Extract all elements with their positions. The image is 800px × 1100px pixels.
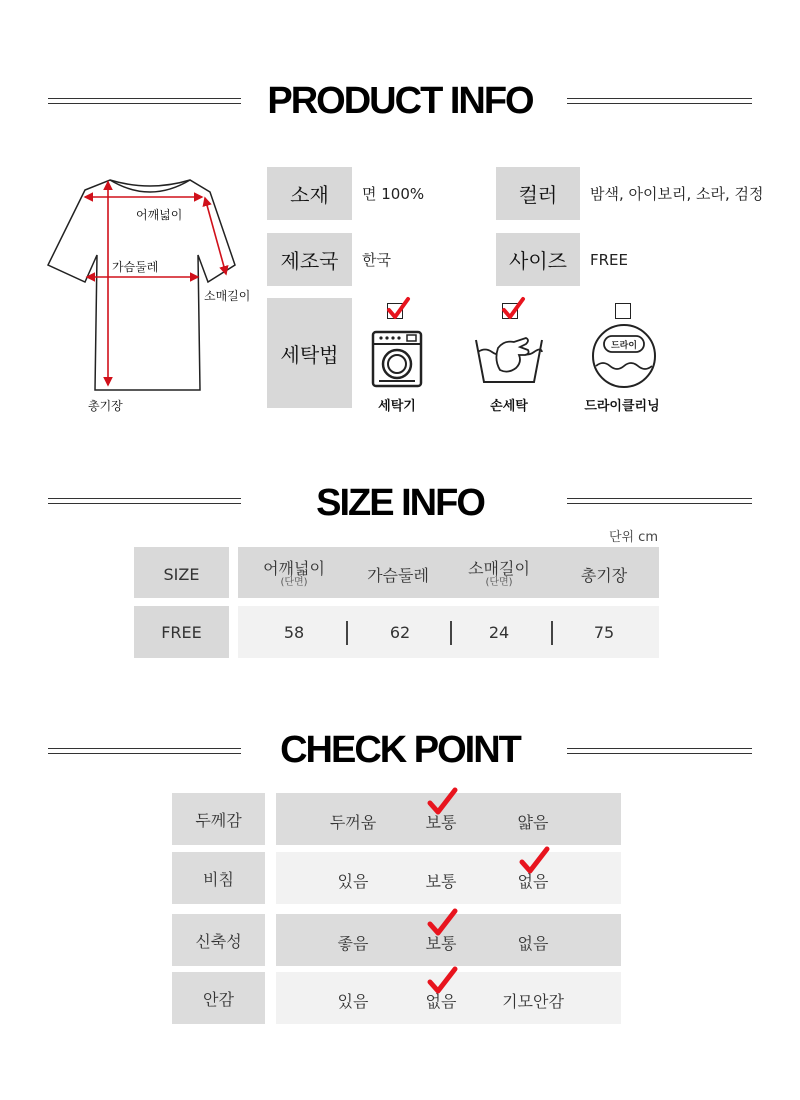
- check-point-title: CHECK POINT: [280, 729, 520, 771]
- unit-label: 단위 cm: [608, 530, 658, 545]
- check-option[interactable]: 없음: [425, 992, 457, 1011]
- cell-divider: [551, 621, 553, 645]
- check-option[interactable]: 보통: [425, 934, 457, 953]
- check-mark-icon: [425, 908, 459, 938]
- header-sleeve-label: 소매길이: [468, 559, 530, 578]
- header-sleeve-sub: (단면): [485, 577, 513, 588]
- check-mark-icon: [517, 846, 551, 876]
- care-label-dry: 드라이클리닝: [584, 399, 660, 414]
- check-option[interactable]: 보통: [425, 813, 457, 832]
- material-label: 소재: [267, 167, 352, 220]
- size-info-title: SIZE INFO: [316, 482, 484, 524]
- header-length: 총기장: [580, 566, 628, 585]
- check-option[interactable]: 기모안감: [502, 992, 564, 1011]
- header-shoulder-sub: (단면): [280, 577, 308, 588]
- header-shoulder: [244, 560, 344, 588]
- material-value: 면 100%: [362, 185, 425, 203]
- check-option[interactable]: 보통: [425, 872, 457, 891]
- washing-machine-icon: [371, 330, 423, 388]
- product-info-title: PRODUCT INFO: [267, 80, 533, 122]
- origin-label: 제조국: [267, 233, 352, 286]
- care-label-machine: 세탁기: [378, 399, 416, 414]
- size-label: 사이즈: [496, 233, 580, 286]
- care-check-hand-icon: [500, 296, 526, 322]
- check-option[interactable]: 좋음: [337, 934, 369, 953]
- check-option[interactable]: 있음: [337, 872, 369, 891]
- check-option[interactable]: 두꺼움: [329, 813, 377, 832]
- dry-clean-icon: [588, 322, 660, 390]
- check-option[interactable]: 없음: [517, 872, 549, 891]
- check-option[interactable]: 없음: [517, 934, 549, 953]
- check-row-label: 신축성: [172, 914, 265, 966]
- wash-label: 세탁법: [267, 298, 352, 408]
- check-row-label: 비침: [172, 852, 265, 904]
- check-mark-icon: [425, 966, 459, 996]
- diagram-sleeve-label: 소매길이: [204, 289, 251, 303]
- hand-wash-icon: [470, 330, 548, 390]
- row-size: FREE: [161, 623, 202, 642]
- value-shoulder: 58: [283, 623, 305, 642]
- care-label-hand: 손세탁: [490, 399, 528, 414]
- check-row-label: 안감: [172, 972, 265, 1024]
- size-value: FREE: [590, 250, 629, 269]
- header-chest: 가슴둘레: [367, 566, 429, 585]
- cell-divider: [346, 621, 348, 645]
- diagram-chest-label: 가슴둘레: [112, 260, 159, 274]
- color-label: 컬러: [496, 167, 580, 220]
- care-checkbox-dry[interactable]: [615, 303, 631, 319]
- care-check-machine-icon: [385, 296, 411, 322]
- diagram-shoulder-label: 어깨넓이: [136, 208, 183, 222]
- dry-clean-badge: 드라이: [610, 341, 638, 351]
- origin-value: 한국: [362, 251, 391, 269]
- value-sleeve: 24: [488, 623, 510, 642]
- value-length: 75: [593, 623, 615, 642]
- check-row-label: 두께감: [172, 793, 265, 845]
- value-chest: 62: [389, 623, 411, 642]
- check-option[interactable]: 얇음: [517, 813, 549, 832]
- diagram-length-label: 총기장: [88, 399, 123, 413]
- tshirt-diagram: [40, 170, 250, 400]
- color-value: 밤색, 아이보리, 소라, 검정: [590, 185, 764, 203]
- header-sleeve: [449, 560, 549, 588]
- header-size: SIZE: [163, 565, 200, 584]
- header-shoulder-label: 어깨넓이: [263, 559, 325, 578]
- check-mark-icon: [425, 787, 459, 817]
- check-option[interactable]: 있음: [337, 992, 369, 1011]
